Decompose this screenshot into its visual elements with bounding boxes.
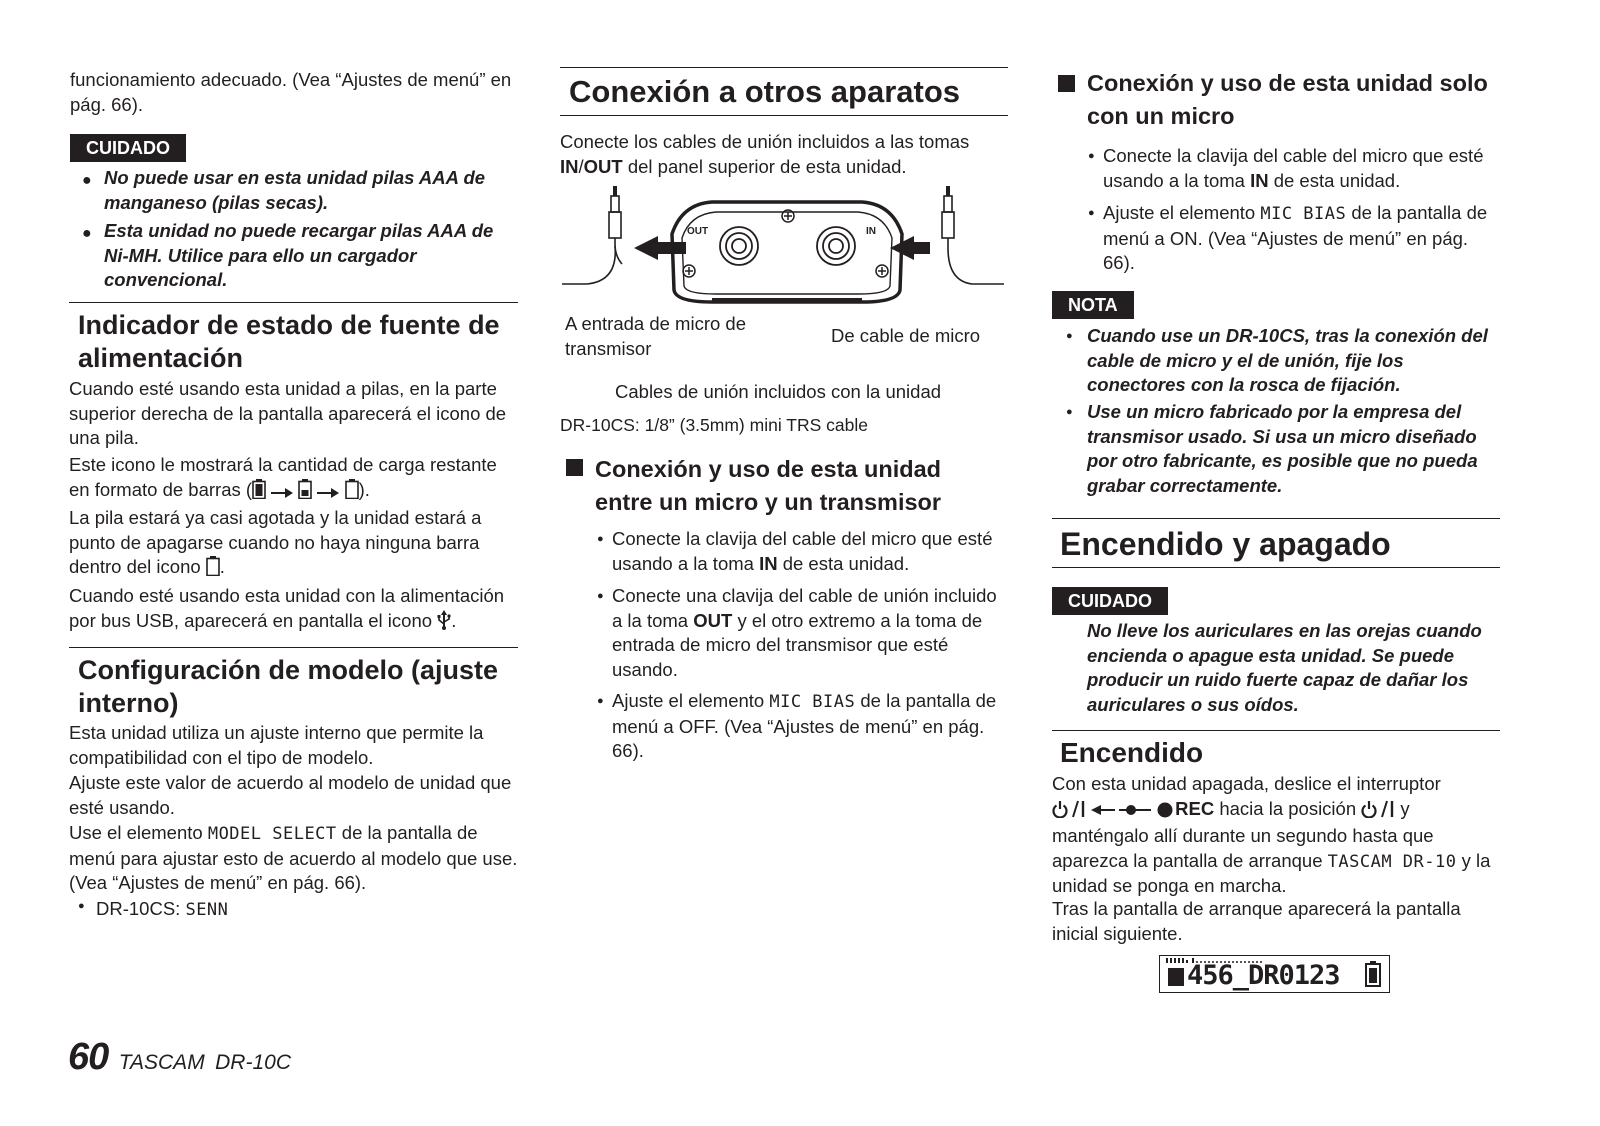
power-symbol-icon (1361, 800, 1395, 825)
out-label: OUT (687, 226, 709, 237)
device-body (672, 202, 902, 302)
caution-item-2: Esta unidad no puede recargar pilas AAA de Ni-MH. Utilice para ello un cargador convencional. (104, 220, 494, 290)
usb-icon (437, 610, 451, 637)
section-divider (1052, 567, 1500, 568)
sub-heading-transmitter: Conexión y uso de esta unidad entre un micro y un transmisor (566, 453, 1006, 519)
screw-icon (683, 265, 695, 277)
screw-icon (876, 265, 888, 277)
connection-intro: Conecte los cables de unión incluidos a las tomas IN/OUT del panel superior de esta unidad. (560, 131, 970, 177)
out-jack-icon (720, 227, 758, 265)
bullet-dot: ● (1088, 207, 1095, 219)
connection-heading: Conexión a otros aparatos (569, 74, 961, 109)
on-p2: Tras la pantalla de arranque aparecerá la pantalla inicial siguiente. (1052, 898, 1461, 944)
indicator-p4: Cuando esté usando esta unidad con la alimentación por bus USB, aparecerá en pantalla el icono . (69, 584, 521, 636)
middle-bullet-1: Conecte la clavija del cable del micro que esté usando a la toma IN de esta unidad. (612, 528, 993, 574)
bullet-dot: ● (78, 900, 85, 912)
bullet-dot: ● (82, 225, 92, 242)
right-bullet-2: Ajuste el elemento MIC BIAS de la pantalla de menú a ON. (Vea “Ajustes de menú” en pág. 66). (1103, 202, 1488, 273)
sub-heading-mic-only: Conexión y uso de esta unidad solo con un micro (1058, 67, 1518, 133)
right-bullet-1: Conecte la clavija del cable del micro que esté usando a la toma IN de esta unidad. (1103, 145, 1484, 191)
section-divider (1052, 518, 1500, 519)
indicator-p2: Este icono le mostrará la cantidad de carga restante en formato de barras ( ). (69, 453, 519, 505)
model-bullet: DR-10CS: SENN (96, 898, 229, 920)
bullet-dot: ● (1066, 406, 1073, 418)
bullet-dot: ● (82, 172, 92, 189)
battery-empty-icon (345, 479, 359, 506)
in-jack-icon (817, 227, 855, 265)
battery-half-icon (298, 479, 312, 506)
note-tag: NOTA (1052, 291, 1134, 319)
footer-brand: TASCAM (118, 1051, 205, 1074)
intro-text: funcionamiento adecuado. (Vea “Ajustes de menú” en pág. 66). (70, 69, 512, 115)
arrow-left-icon (890, 236, 930, 260)
arrow-left-icon (634, 236, 686, 260)
power-symbol-icon (1052, 800, 1086, 825)
section-divider (1052, 730, 1500, 731)
page-footer (68, 1036, 291, 1079)
battery-full-icon (1365, 961, 1381, 992)
battery-full-icon (252, 479, 266, 506)
indicator-p3: La pila estará ya casi agotada y la unidad estará a punto de apagarse cuando no haya ninguna barra dentro del icono . (69, 506, 519, 583)
caption-center: Cables de unión incluidos con la unidad (615, 381, 942, 402)
middle-bullet-2: Conecte una clavija del cable de unión incluido a la toma OUT y el otro extremo a la toma de entrada de micro del transmisor que esté usando. (612, 585, 997, 680)
power-caution-text: No lleve los auriculares en las orejas cuando encienda o apague esta unidad. Se puede producir un ruido fuerte capaz de dañar los auriculares o sus oídos. (1087, 620, 1482, 715)
in-label: IN (866, 226, 876, 237)
bullet-dot: ● (597, 590, 604, 602)
model-p3: Use el elemento MODEL SELECT de la pantalla de menú para ajustar esto de acuerdo al modelo que use. (Vea “Ajustes de menú” en pág. 66). (69, 822, 518, 893)
square-bullet-icon (1058, 75, 1075, 92)
right-plug-icon (942, 186, 1004, 284)
caption-left: A entrada de micro de transmisor (565, 313, 746, 359)
bullet-dot: ● (597, 695, 604, 707)
lcd-display (1159, 955, 1390, 993)
arrow-right-icon (317, 481, 339, 506)
indicator-heading: Indicador de estado de fuente de alimentación (78, 310, 500, 373)
middle-bullet-3: Ajuste el elemento MIC BIAS de la pantalla de menú a OFF. (Vea “Ajustes de menú” en pág. 66). (612, 690, 997, 761)
indicator-p1: Cuando esté usando esta unidad a pilas, en la parte superior derecha de la pantalla aparecerá el icono de una pila. (69, 378, 507, 448)
section-divider (69, 647, 518, 648)
caption-right: De cable de micro (831, 325, 981, 346)
arrow-right-icon (271, 481, 293, 506)
model-heading: Configuración de modelo (ajuste interno) (78, 655, 499, 718)
section-divider (69, 302, 518, 303)
battery-empty-icon (206, 556, 220, 583)
model-p2: Ajuste este valor de acuerdo al modelo de unidad que esté usando. (69, 772, 512, 818)
slide-switch-icon (1091, 800, 1175, 825)
caution-tag: CUIDADO (1052, 587, 1168, 615)
bullet-dot: ● (1066, 330, 1073, 342)
stop-icon (1168, 968, 1184, 986)
model-p1: Esta unidad utiliza un ajuste interno que permite la compatibilidad con el tipo de modelo. (69, 722, 484, 768)
footer-model: DR-10C (215, 1051, 291, 1074)
caution-item-1: No puede usar en esta unidad pilas AAA de manganeso (pilas secas). (104, 167, 486, 213)
display-text: 456_DR0123 (1187, 960, 1340, 991)
caution-tag: CUIDADO (70, 134, 186, 162)
note-item-2: Use un micro fabricado por la empresa del transmisor usado. Si usa un micro diseñado por otro fabricante, es posible que no pueda grabar correctamente. (1087, 401, 1478, 496)
section-divider (560, 67, 1008, 68)
page-number: 60 (68, 1036, 109, 1078)
on-heading: Encendido (1060, 737, 1204, 768)
connection-diagram (562, 186, 1008, 310)
note-item-1: Cuando use un DR-10CS, tras la conexión del cable de micro y el de unión, fije los conectores con la rosca de fijación. (1087, 325, 1488, 395)
on-p1: Con esta unidad apagada, deslice el interruptor REC hacia la posición y manténgalo allí durante un segundo hasta que aparezca la pantalla de arranque TASCAM DR-10 y la unidad se ponga en marcha. (1052, 773, 1491, 896)
bullet-dot: ● (1088, 150, 1095, 162)
left-plug-icon (562, 186, 622, 284)
cable-note: DR-10CS: 1/8” (3.5mm) mini TRS cable (560, 415, 868, 435)
menu-item-code: MODEL SELECT (207, 824, 337, 844)
square-bullet-icon (566, 459, 583, 476)
power-heading: Encendido y apagado (1060, 526, 1391, 562)
bullet-dot: ● (597, 533, 604, 545)
section-divider (560, 115, 1008, 116)
